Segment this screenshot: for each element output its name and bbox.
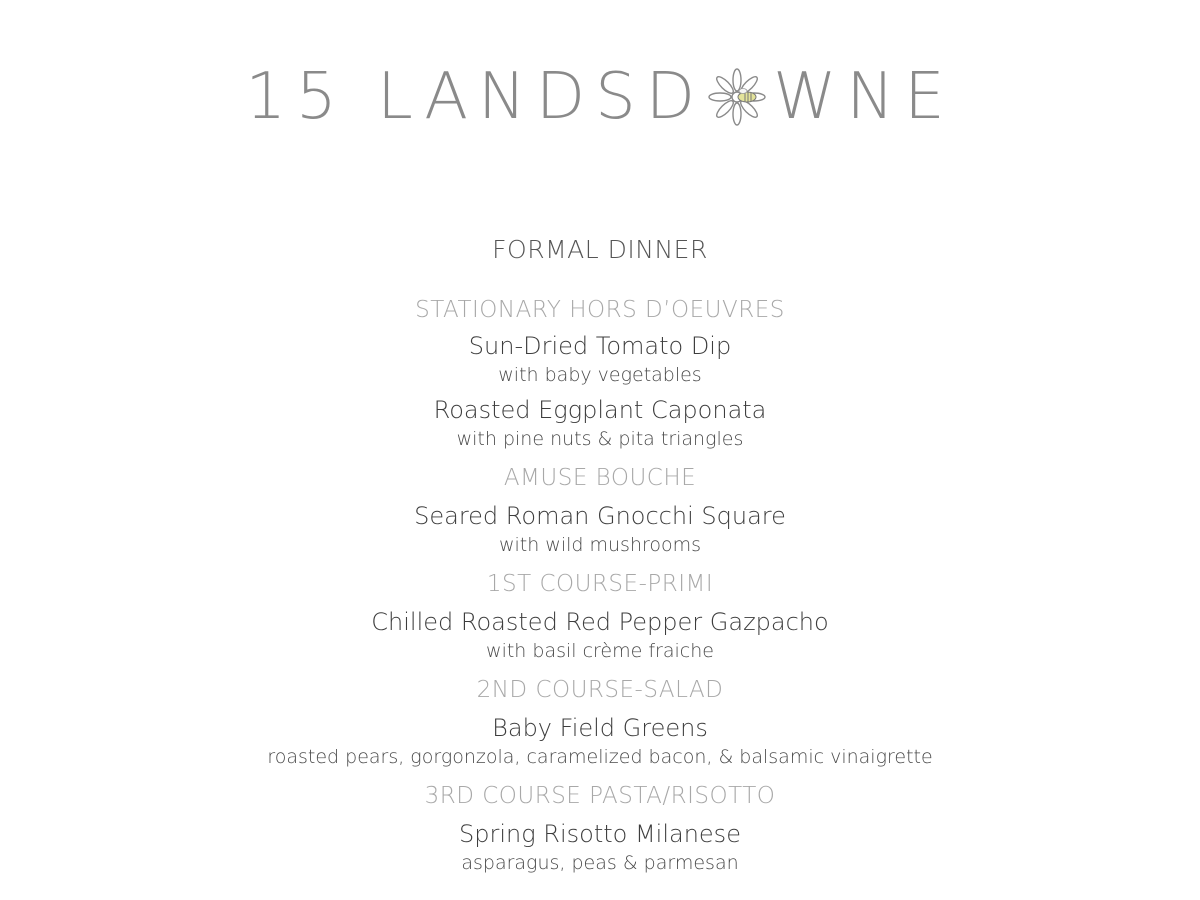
menu-item-name: Roasted Eggplant Caponata (433, 396, 767, 424)
menu-item-desc: with baby vegetables (498, 364, 702, 386)
logo-text-end: WNE (773, 60, 955, 134)
menu-item-name: Seared Roman Gnocchi Square (414, 502, 786, 530)
daisy-with-bee-icon (707, 67, 767, 127)
menu-item-name: Spring Risotto Milanese (459, 820, 741, 848)
menu-item-desc: asparagus, peas & parmesan (461, 852, 739, 874)
section-heading: 3RD COURSE PASTA/RISOTTO (424, 783, 776, 809)
menu-item-desc: with wild mushrooms (498, 534, 702, 556)
menu-item-desc: with basil crème fraiche (486, 640, 714, 662)
section-second-course (0, 674, 1200, 770)
section-heading: STATIONARY HORS D’OEUVRES (415, 297, 785, 323)
menu (0, 232, 1200, 876)
section-first-course (0, 568, 1200, 664)
menu-item-name: Baby Field Greens (492, 714, 708, 742)
section-amuse-bouche (0, 462, 1200, 558)
section-heading: AMUSE BOUCHE (503, 465, 697, 491)
menu-item-desc: roasted pears, gorgonzola, caramelized bacon, & balsamic vinaigrette (267, 746, 933, 768)
menu-item-name: Chilled Roasted Red Pepper Gazpacho (371, 608, 829, 636)
section-heading: 2ND COURSE-SALAD (476, 677, 724, 703)
menu-item-name: Sun-Dried Tomato Dip (468, 332, 732, 360)
logo-text-start: 15 LANDSD (245, 60, 706, 134)
restaurant-logo (0, 62, 1200, 132)
section-stationary (0, 294, 1200, 452)
menu-title: FORMAL DINNER (492, 235, 708, 264)
section-third-course (0, 780, 1200, 876)
section-heading: 1ST COURSE-PRIMI (486, 571, 714, 597)
menu-item-desc: with pine nuts & pita triangles (456, 428, 744, 450)
